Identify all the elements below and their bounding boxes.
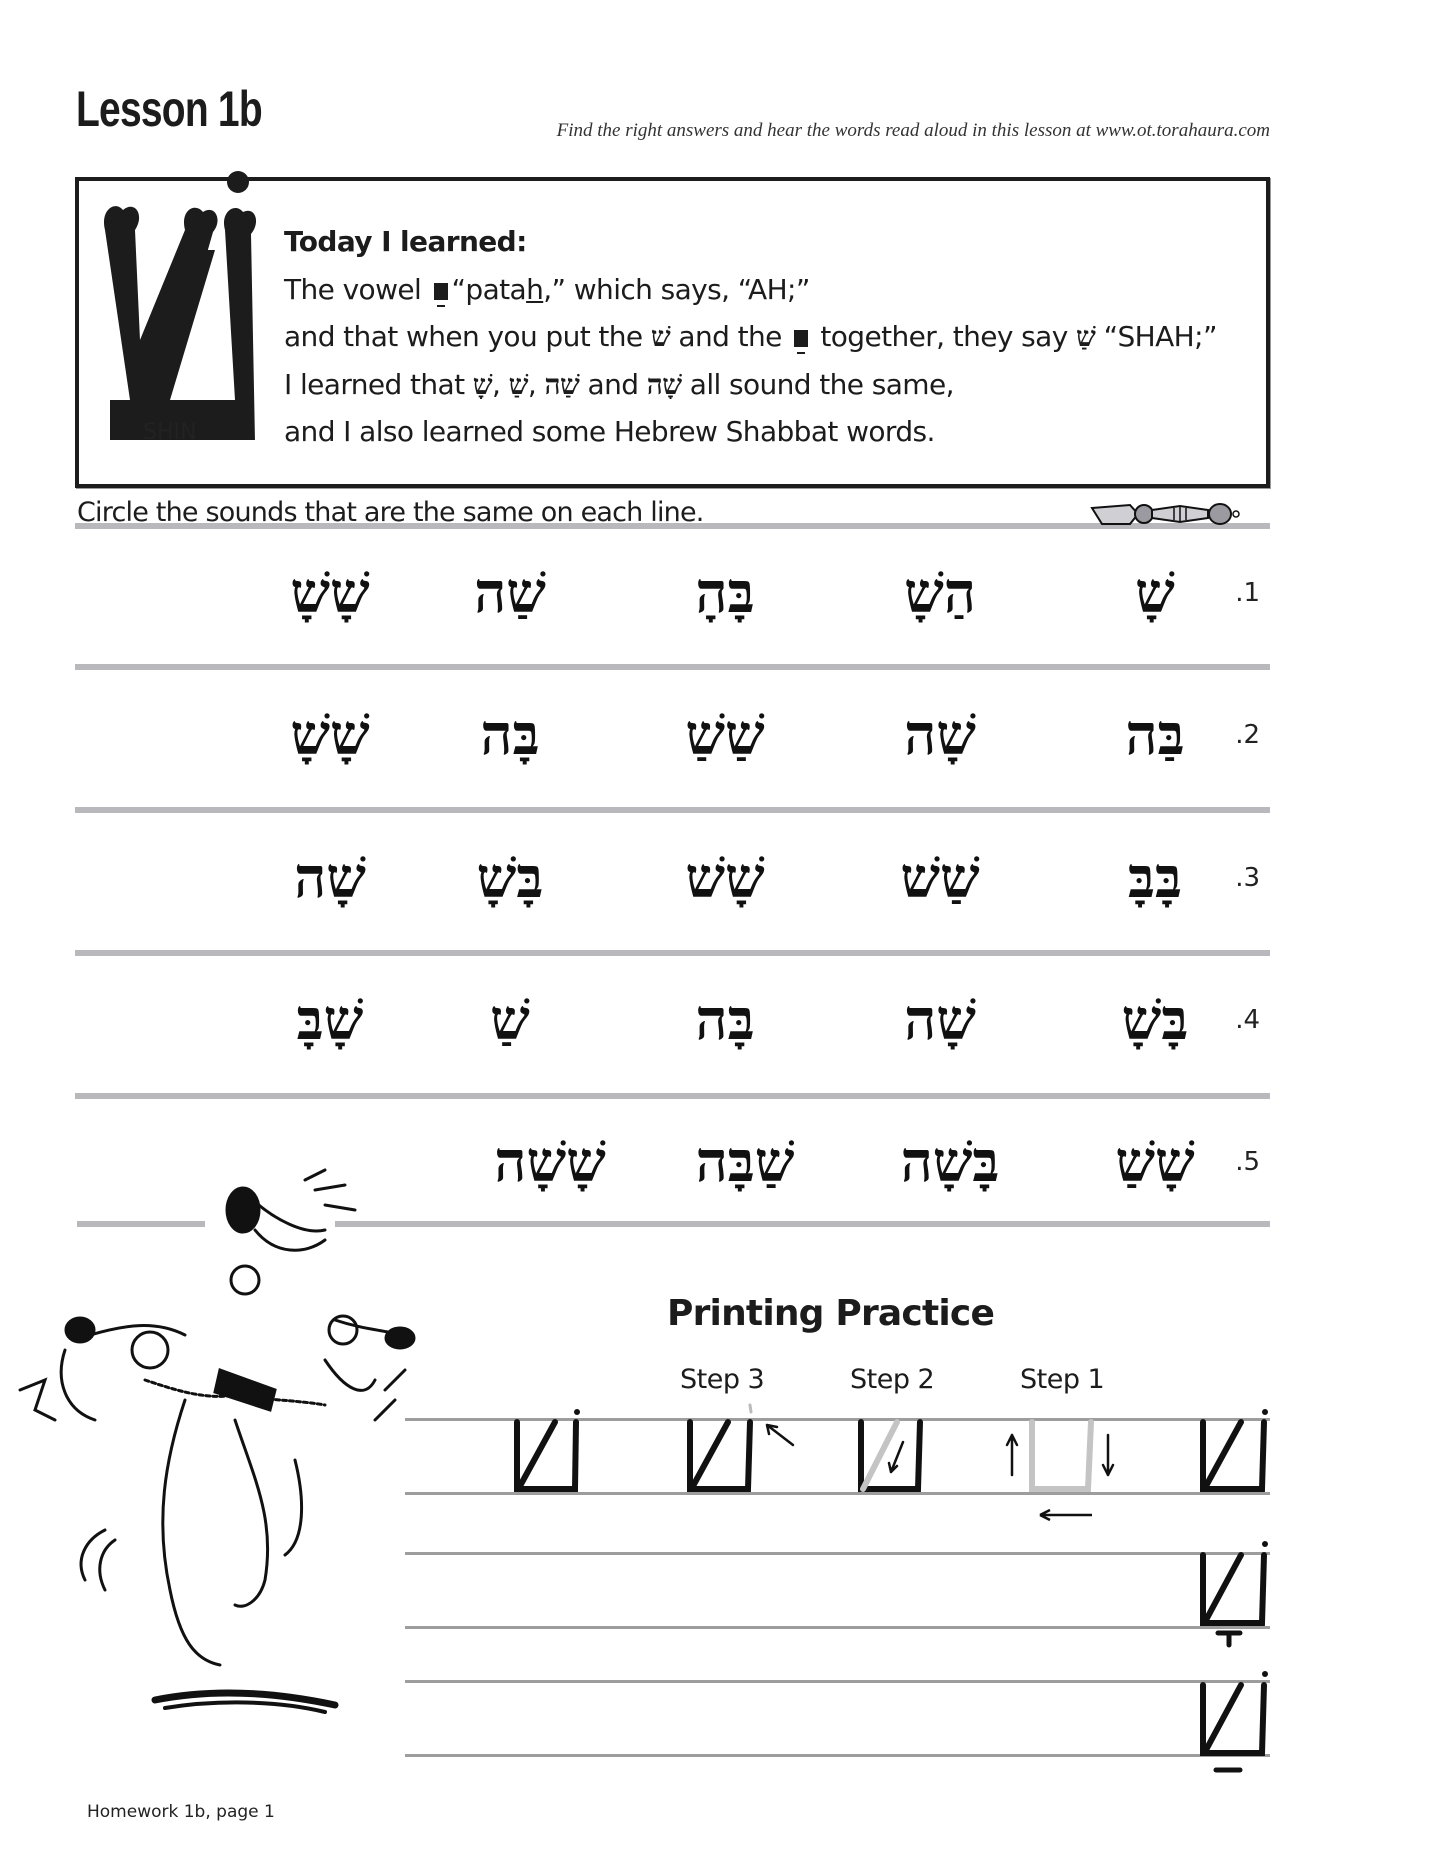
exercise-row-2	[75, 695, 1270, 775]
step-2-glyph	[861, 1422, 920, 1489]
choice-word[interactable]: בָּשָׁ	[476, 845, 544, 911]
torah-pointer-icon	[1090, 500, 1250, 530]
exercise-row-3	[75, 838, 1270, 918]
row-divider	[335, 1221, 1270, 1227]
exercise-row-4	[75, 980, 1270, 1060]
learned-line-3: I learned that שָׁ, שַׁ, שַׁה and שָׁה all sound the same,	[284, 367, 954, 401]
choice-word[interactable]: בָּהָ	[695, 560, 755, 626]
arrow-down-icon	[1103, 1435, 1113, 1475]
shin-glyph: שׁ	[650, 320, 671, 353]
step-2-label: Step 2	[850, 1364, 935, 1395]
row-number: .1	[1235, 578, 1260, 608]
shah-glyph: שַׁ	[1076, 320, 1096, 353]
patah-vowel-icon	[794, 330, 808, 347]
patah-vowel-icon	[434, 283, 448, 300]
shin-model-glyph	[517, 1409, 580, 1489]
choice-word[interactable]: בָּשָׁה	[900, 1129, 1000, 1195]
practice-line-base	[405, 1626, 1270, 1629]
choice-word[interactable]: בַּה	[1125, 702, 1185, 768]
exercise-row-1	[75, 553, 1270, 633]
choice-word[interactable]: שַׁ	[490, 987, 530, 1053]
step-1-label: Step 1	[1020, 1364, 1105, 1395]
choice-word[interactable]: שַׁשַׁ	[685, 702, 765, 768]
arrow-left-icon	[1030, 1505, 1100, 1525]
choice-word[interactable]: שָׁה	[904, 702, 976, 768]
step-1-glyph	[1007, 1422, 1113, 1489]
choice-word[interactable]: בָּבָּ	[1128, 845, 1182, 911]
row-divider	[75, 664, 1270, 670]
practice-line-top	[405, 1680, 1270, 1683]
choice-word[interactable]: שַׁה	[474, 560, 546, 626]
choice-word[interactable]: שַׁשׁ	[900, 845, 980, 911]
choice-word[interactable]: שָׁה	[904, 987, 976, 1053]
choice-word[interactable]: שָׁ	[1135, 560, 1175, 626]
row-number: .3	[1235, 863, 1260, 893]
row-divider	[75, 807, 1270, 813]
choice-word[interactable]: שַׁבָּה	[695, 1129, 795, 1195]
shin-stroke-demo	[405, 1400, 1270, 1510]
exercise-instruction: Circle the sounds that are the same on each line.	[77, 497, 704, 528]
row-number: .4	[1235, 1005, 1260, 1035]
arrow-icon	[767, 1425, 793, 1445]
shin-patah-practice-glyph	[1190, 1665, 1270, 1785]
shin-letter-icon	[95, 170, 270, 440]
row-number: .5	[1235, 1147, 1260, 1177]
choice-word[interactable]: שָׁה	[294, 845, 366, 911]
learned-text	[284, 218, 1217, 456]
choice-word[interactable]: שָׁבָּ	[296, 987, 364, 1053]
learned-line-4: and I also learned some Hebrew Shabbat words.	[284, 415, 935, 448]
learned-heading: Today I learned:	[284, 225, 527, 258]
row-divider	[75, 1093, 1270, 1099]
step-3-label: Step 3	[680, 1364, 765, 1395]
learned-line-2: and that when you put the שׁ and the together, they say שַׁ “SHAH;”	[284, 320, 1217, 353]
shin-kamatz-practice-glyph	[1190, 1535, 1270, 1655]
choice-word[interactable]: שָׁשָׁה	[494, 1129, 606, 1195]
choice-word[interactable]: הַשָׁ	[904, 560, 976, 626]
choice-word[interactable]: בָּה	[480, 702, 540, 768]
choice-word[interactable]: שָׁשׁ	[685, 845, 765, 911]
choice-word[interactable]: בָּה	[695, 987, 755, 1053]
choice-word[interactable]: שָׁשָׁ	[290, 702, 370, 768]
dancing-dogs-illustration	[5, 1160, 460, 1720]
choice-word[interactable]: שָׁשָׁ	[290, 560, 370, 626]
choice-word[interactable]: בָּשָׁ	[1121, 987, 1189, 1053]
practice-line-base	[405, 1754, 1270, 1757]
page-footer: Homework 1b, page 1	[87, 1802, 275, 1822]
choice-word[interactable]: שָׁשַׁ	[1115, 1129, 1195, 1195]
arrow-up-icon	[1007, 1435, 1017, 1475]
letter-name-label: SHIN	[143, 420, 197, 445]
learned-line-1: The vowel “patah,” which says, “AH;”	[284, 272, 810, 306]
shin-model-glyph	[1203, 1409, 1268, 1489]
practice-line-top	[405, 1552, 1270, 1555]
lesson-title: Lesson 1b	[76, 81, 262, 137]
row-divider	[75, 950, 1270, 956]
step-3-glyph	[690, 1422, 750, 1489]
row-number: .2	[1235, 720, 1260, 750]
printing-practice-title: Printing Practice	[667, 1293, 995, 1334]
resource-note: Find the right answers and hear the words read aloud in this lesson at www.ot.torahaura.com	[556, 120, 1270, 141]
